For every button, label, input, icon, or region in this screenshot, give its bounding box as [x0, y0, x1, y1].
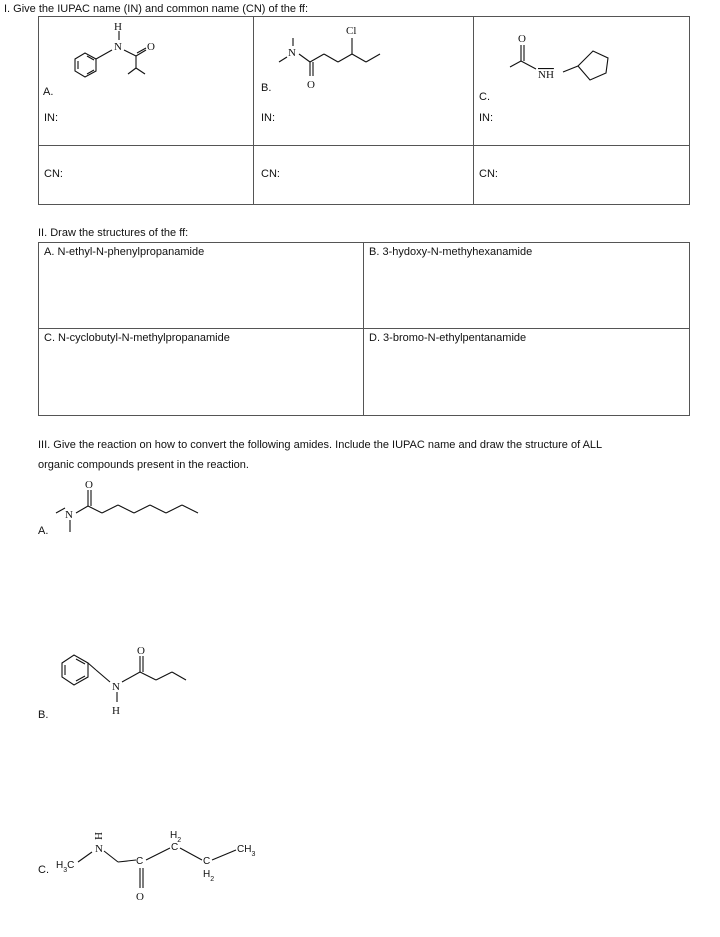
- atom-o-b: O: [307, 79, 315, 91]
- atom-o-3a: O: [85, 479, 93, 491]
- part2-cell-d: D. 3-bromo-N-ethylpentanamide: [369, 332, 527, 344]
- atom-o-3b: O: [137, 645, 145, 657]
- atom-h3c-3c: $H_3C$: [56, 860, 75, 874]
- item-a-letter: A.: [43, 86, 54, 98]
- atom-h-3c: H: [92, 832, 104, 840]
- part1-table: [38, 16, 690, 205]
- part3-instruction-line2: organic compounds present in the reaction.: [38, 459, 249, 471]
- atom-h-3b: H: [112, 705, 120, 717]
- item-c-letter: C.: [479, 91, 490, 103]
- atom-h-a: H: [114, 21, 122, 33]
- benzene-ring-3b: [62, 655, 88, 685]
- item-b-cn-label: CN:: [261, 168, 280, 180]
- atom-n-3b: N: [112, 681, 120, 693]
- item-a-cn-label: CN:: [44, 168, 63, 180]
- atom-n-b: N: [288, 47, 296, 59]
- atom-h2-bottom-3c: $H_2$: [203, 869, 215, 883]
- part3-item-c-letter: C.: [38, 864, 49, 876]
- part3-item-b-letter: B.: [38, 709, 49, 721]
- atom-h2-top-3c: $H_2$: [170, 830, 182, 844]
- atom-cl-b: Cl: [346, 25, 357, 37]
- atom-o-c: O: [518, 33, 526, 45]
- part2-cell-b: B. 3-hydoxy-N-methyhexanamide: [369, 246, 533, 258]
- part1-col-divider-1: [253, 16, 254, 205]
- item-a-in-label: IN:: [44, 112, 59, 124]
- part1-col-divider-2: [473, 16, 474, 205]
- atom-n-3a: N: [65, 509, 73, 521]
- part3-instruction-line1: III. Give the reaction on how to convert the following amides. Include the IUPAC name and draw the structure of ALL: [38, 439, 603, 451]
- atom-nh-c: NH: [538, 69, 554, 81]
- atom-o-3c: O: [136, 891, 144, 903]
- atom-c3-3c: C: [203, 856, 211, 867]
- item-b-in-label: IN:: [261, 112, 276, 124]
- part1-row-divider: [38, 145, 690, 146]
- atom-o-a: O: [147, 41, 155, 53]
- atom-c1-3c: C: [136, 856, 144, 867]
- part2-cell-a: A. N-ethyl-N-phenylpropanamide: [44, 246, 205, 258]
- atom-n-a: N: [114, 41, 122, 53]
- item-b-letter: B.: [261, 82, 272, 94]
- part2-row-divider: [38, 328, 690, 329]
- part1-title: I. Give the IUPAC name (IN) and common name (CN) of the ff:: [4, 3, 309, 15]
- part2-cell-c: C. N-cyclobutyl-N-methylpropanamide: [44, 332, 230, 344]
- part3-item-a-letter: A.: [38, 525, 49, 537]
- atom-c2-3c: C: [171, 842, 179, 853]
- part2-col-divider: [363, 242, 364, 416]
- item-c-in-label: IN:: [479, 112, 494, 124]
- item-c-cn-label: CN:: [479, 168, 498, 180]
- atom-n-3c: N: [95, 843, 103, 855]
- part2-table: [38, 242, 690, 416]
- part2-title: II. Draw the structures of the ff:: [38, 227, 189, 239]
- atom-ch3-3c: $CH_3$: [237, 844, 256, 858]
